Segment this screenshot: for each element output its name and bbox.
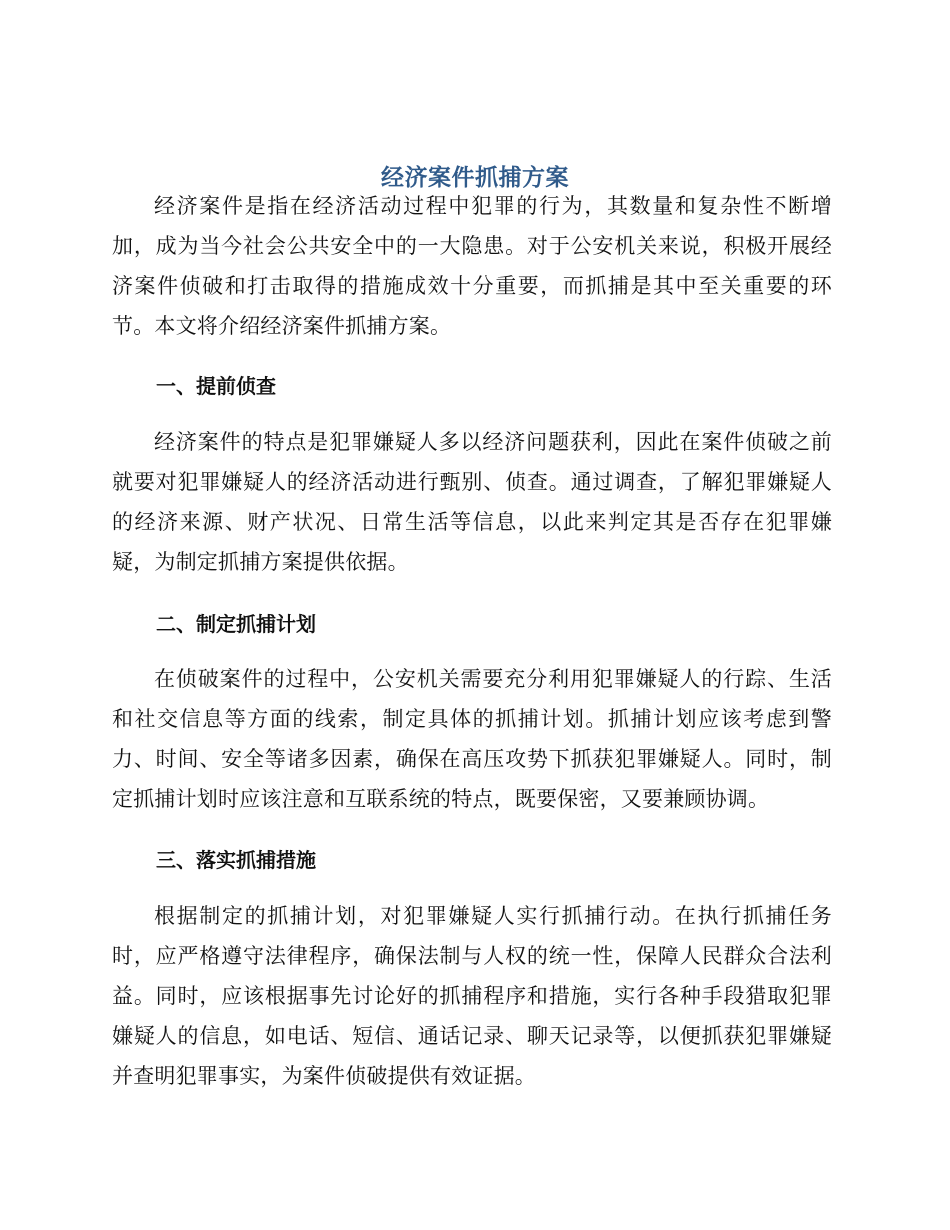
section-heading-1: 一、提前侦查	[156, 374, 276, 398]
section-body-2: 在侦破案件的过程中，公安机关需要充分利用犯罪嫌疑人的行踪、生活和社交信息等方面的线索，制定具体的抓捕计划。抓捕计划应该考虑到警力、时间、安全等诸多因素，确保在高压攻势下抓获犯罪嫌疑人。同时，制定抓捕计划时应该注意和互联系统的特点，既要保密，又要兼顾协调。	[112, 667, 832, 811]
section-heading-2: 二、制定抓捕计划	[156, 612, 316, 636]
intro-paragraph: 经济案件是指在经济活动过程中犯罪的行为，其数量和复杂性不断增加，成为当今社会公共安全中的一大隐患。对于公安机关来说，积极开展经济案件侦破和打击取得的措施成效十分重要，而抓捕是其中至关重要的环节。本文将介绍经济案件抓捕方案。	[112, 194, 832, 338]
section-heading-3: 三、落实抓捕措施	[156, 848, 316, 872]
document-title: 经济案件抓捕方案	[381, 165, 569, 192]
section-body-3: 根据制定的抓捕计划，对犯罪嫌疑人实行抓捕行动。在执行抓捕任务时，应严格遵守法律程序，确保法制与人权的统一性，保障人民群众合法利益。同时，应该根据事先讨论好的抓捕程序和措施，实行各种手段猎取犯罪嫌疑人的信息，如电话、短信、通话记录、聊天记录等，以便抓获犯罪嫌疑并查明犯罪事实，为案件侦破提供有效证据。	[112, 904, 832, 1088]
section-body-1: 经济案件的特点是犯罪嫌疑人多以经济问题获利，因此在案件侦破之前就要对犯罪嫌疑人的经济活动进行甄别、侦查。通过调查，了解犯罪嫌疑人的经济来源、财产状况、日常生活等信息，以此来判定其是否存在犯罪嫌疑，为制定抓捕方案提供依据。	[112, 430, 832, 574]
